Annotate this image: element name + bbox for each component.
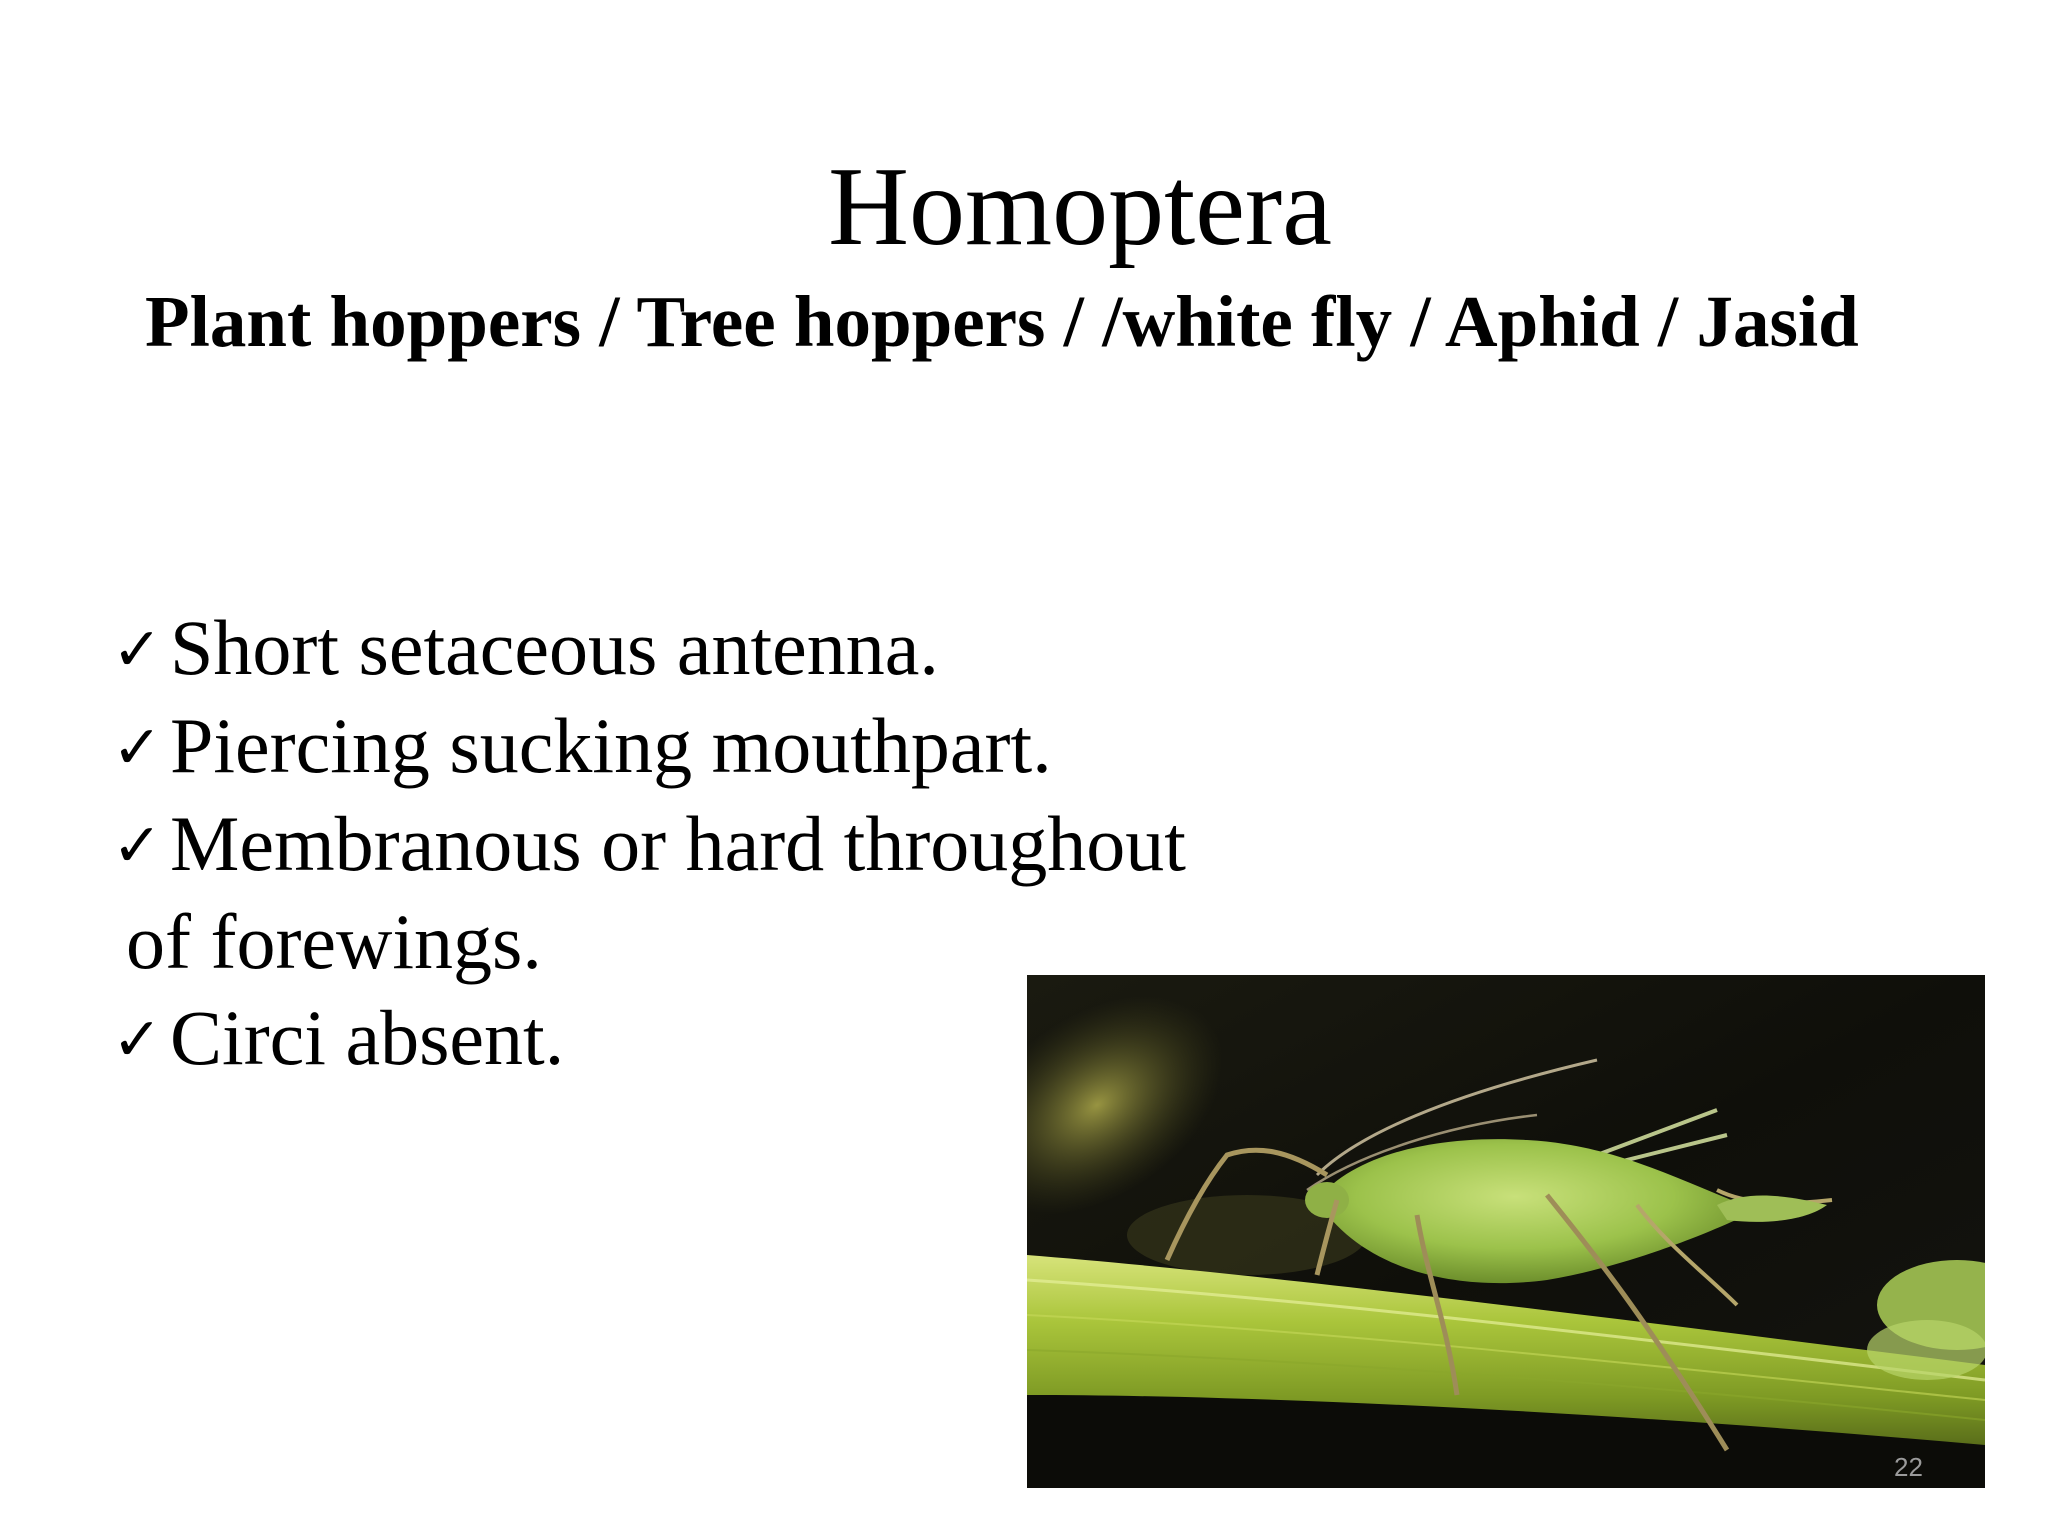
bullet-continuation bbox=[112, 894, 1186, 990]
bullet-text: Circi absent. bbox=[170, 994, 565, 1081]
bullet-item bbox=[112, 698, 1186, 796]
slide-subtitle: Plant hoppers / Tree hoppers / /white fly / Aphid / Jasid bbox=[145, 281, 1859, 362]
checkmark-icon: ✓ bbox=[112, 1005, 163, 1075]
bullet-item bbox=[112, 600, 1186, 698]
checkmark-icon: ✓ bbox=[112, 811, 163, 881]
bullet-list bbox=[112, 600, 1186, 1088]
checkmark-icon: ✓ bbox=[112, 713, 163, 783]
slide-title: Homoptera bbox=[828, 145, 1332, 269]
bullet-item bbox=[112, 796, 1186, 894]
page-number: 22 bbox=[1894, 1452, 1923, 1482]
checkmark-icon: ✓ bbox=[112, 615, 163, 685]
bullet-text: Short setaceous antenna. bbox=[170, 604, 939, 691]
bullet-text: Membranous or hard throughout bbox=[170, 800, 1186, 887]
bullet-text: Piercing sucking mouthpart. bbox=[170, 702, 1052, 789]
aphid-photo bbox=[1027, 975, 1985, 1488]
bullet-item bbox=[112, 990, 1186, 1088]
bullet-text: of forewings. bbox=[126, 898, 542, 985]
